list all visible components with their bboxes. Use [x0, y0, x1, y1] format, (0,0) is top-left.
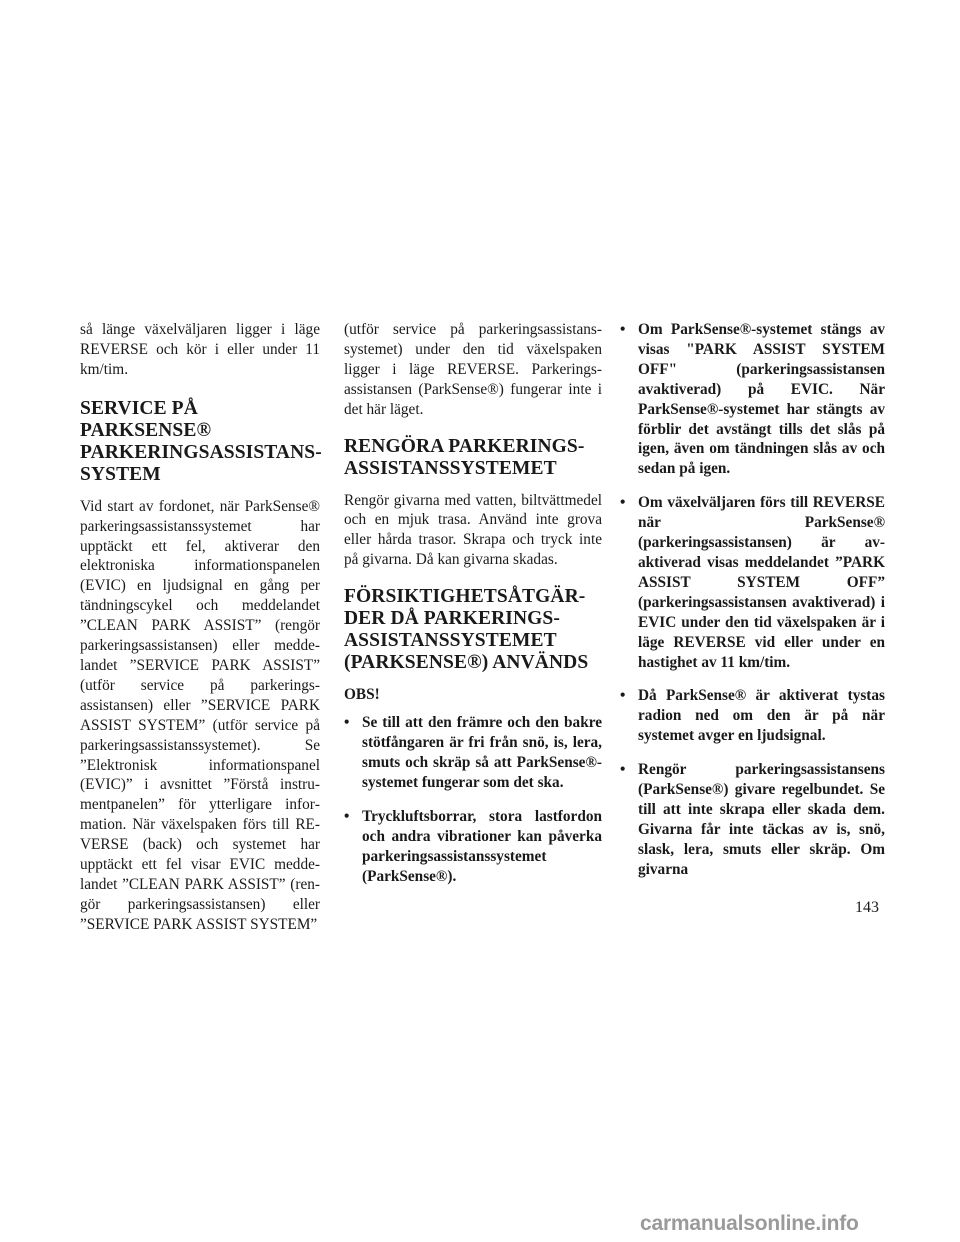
heading-precautions: FÖRSIKTIGHETSÅTGÄRDER DÅ PARKERINGSASSISTANSSYSTEMET (PARKSENSE®) ANVÄNDS	[344, 586, 589, 674]
column-left	[80, 320, 320, 949]
list-item: • Om ParkSense®-systemet stängs av visas "PARK ASSIST SYSTEM OFF" (parkeringsassistansen avaktiverad) på EVIC. När ParkSense®-systemet har stängts av förblir det avstängt tills det slås på igen, även om tändningen slås av och sedan på igen.	[620, 320, 885, 479]
heading-service-parksense: SERVICE PÅ PARKSENSE® PARKERINGSASSISTANSSYSTEM	[80, 397, 322, 485]
list-item: • Då ParkSense® är aktiverat tystas radion ned om den är på när systemet avger en ljudsignal.	[620, 686, 885, 746]
cleaning-paragraph: Rengör givarna med vatten, biltvättmedel och en mjuk trasa. Använd inte grova eller hårda trasor. Skrapa och tryck inte på givarna. Då kan givarna skadas.	[344, 491, 602, 569]
notes-list	[620, 320, 885, 880]
watermark: carmanualsonline.info	[640, 1212, 859, 1235]
heading-cleaning: RENGÖRA PARKERINGSASSISTANSSYSTEMET	[344, 435, 585, 479]
precautions-list	[344, 713, 602, 886]
note-label: OBS!	[344, 686, 380, 704]
continuation-paragraph: (utför service på parkeringsassistanssystemet) under den tid växelspaken ligger i läge REVERSE. Parkeringsassistansen (ParkSense®) fungerar inte i det här läget.	[344, 321, 602, 418]
list-item: • Om växelväljaren förs till REVERSE när ParkSense® (parkeringsassistansen) är avaktiverad visas meddelandet ”PARK ASSIST SYSTEM OFF” (parkeringsassistansen avaktiverad) i EVIC under den tid växelspaken är i läge REVERSE vid eller under en hastighet av 11 km/tim.	[620, 493, 885, 672]
intro-paragraph: så länge växelväljaren ligger i läge REVERSE och kör i eller under 11 km/tim.	[80, 321, 320, 378]
column-right	[620, 320, 885, 894]
page-number: 143	[855, 899, 879, 916]
list-item: • Rengör parkeringsassistansens (ParkSense®) givare regelbundet. Se till att inte skrapa eller skada dem. Givarna får inte täckas av is, snö, slask, lera, smuts eller skräp. Om givarna	[620, 760, 885, 879]
service-paragraph: Vid start av fordonet, när ParkSense® parkeringsassistanssystemet har upptäckt ett fel, aktiverar den elektroniska informationspanelen (EVIC) en ljudsignal en gång per tändningscykel och meddelandet ”CLEAN PARK ASSIST” (rengör parkeringsassistansen) eller meddelandet ”SERVICE PARK ASSIST” (utför service på parkeringsassistansen) eller ”SERVICE PARK ASSIST SYSTEM” (utför service på parkeringsassistanssystemet). Se ”Elektronisk informationspanel (EVIC)” i avsnittet ”Förstå instrumentpanelen” för ytterligare information. När växelspaken förs till REVERSE (back) och systemet har upptäckt ett fel visar EVIC meddelandet ”CLEAN PARK ASSIST” (rengör parkeringsassistansen) eller ”SERVICE PARK ASSIST SYSTEM”	[80, 497, 320, 933]
list-item: • Tryckluftsborrar, stora lastfordon och andra vibrationer kan påverka parkeringsassistanssystemet (ParkSense®).	[344, 807, 602, 887]
list-item: • Se till att den främre och den bakre stötfångaren är fri från snö, is, lera, smuts och skräp så att ParkSense®-systemet fungerar som det ska.	[344, 713, 602, 793]
column-middle	[344, 320, 602, 900]
